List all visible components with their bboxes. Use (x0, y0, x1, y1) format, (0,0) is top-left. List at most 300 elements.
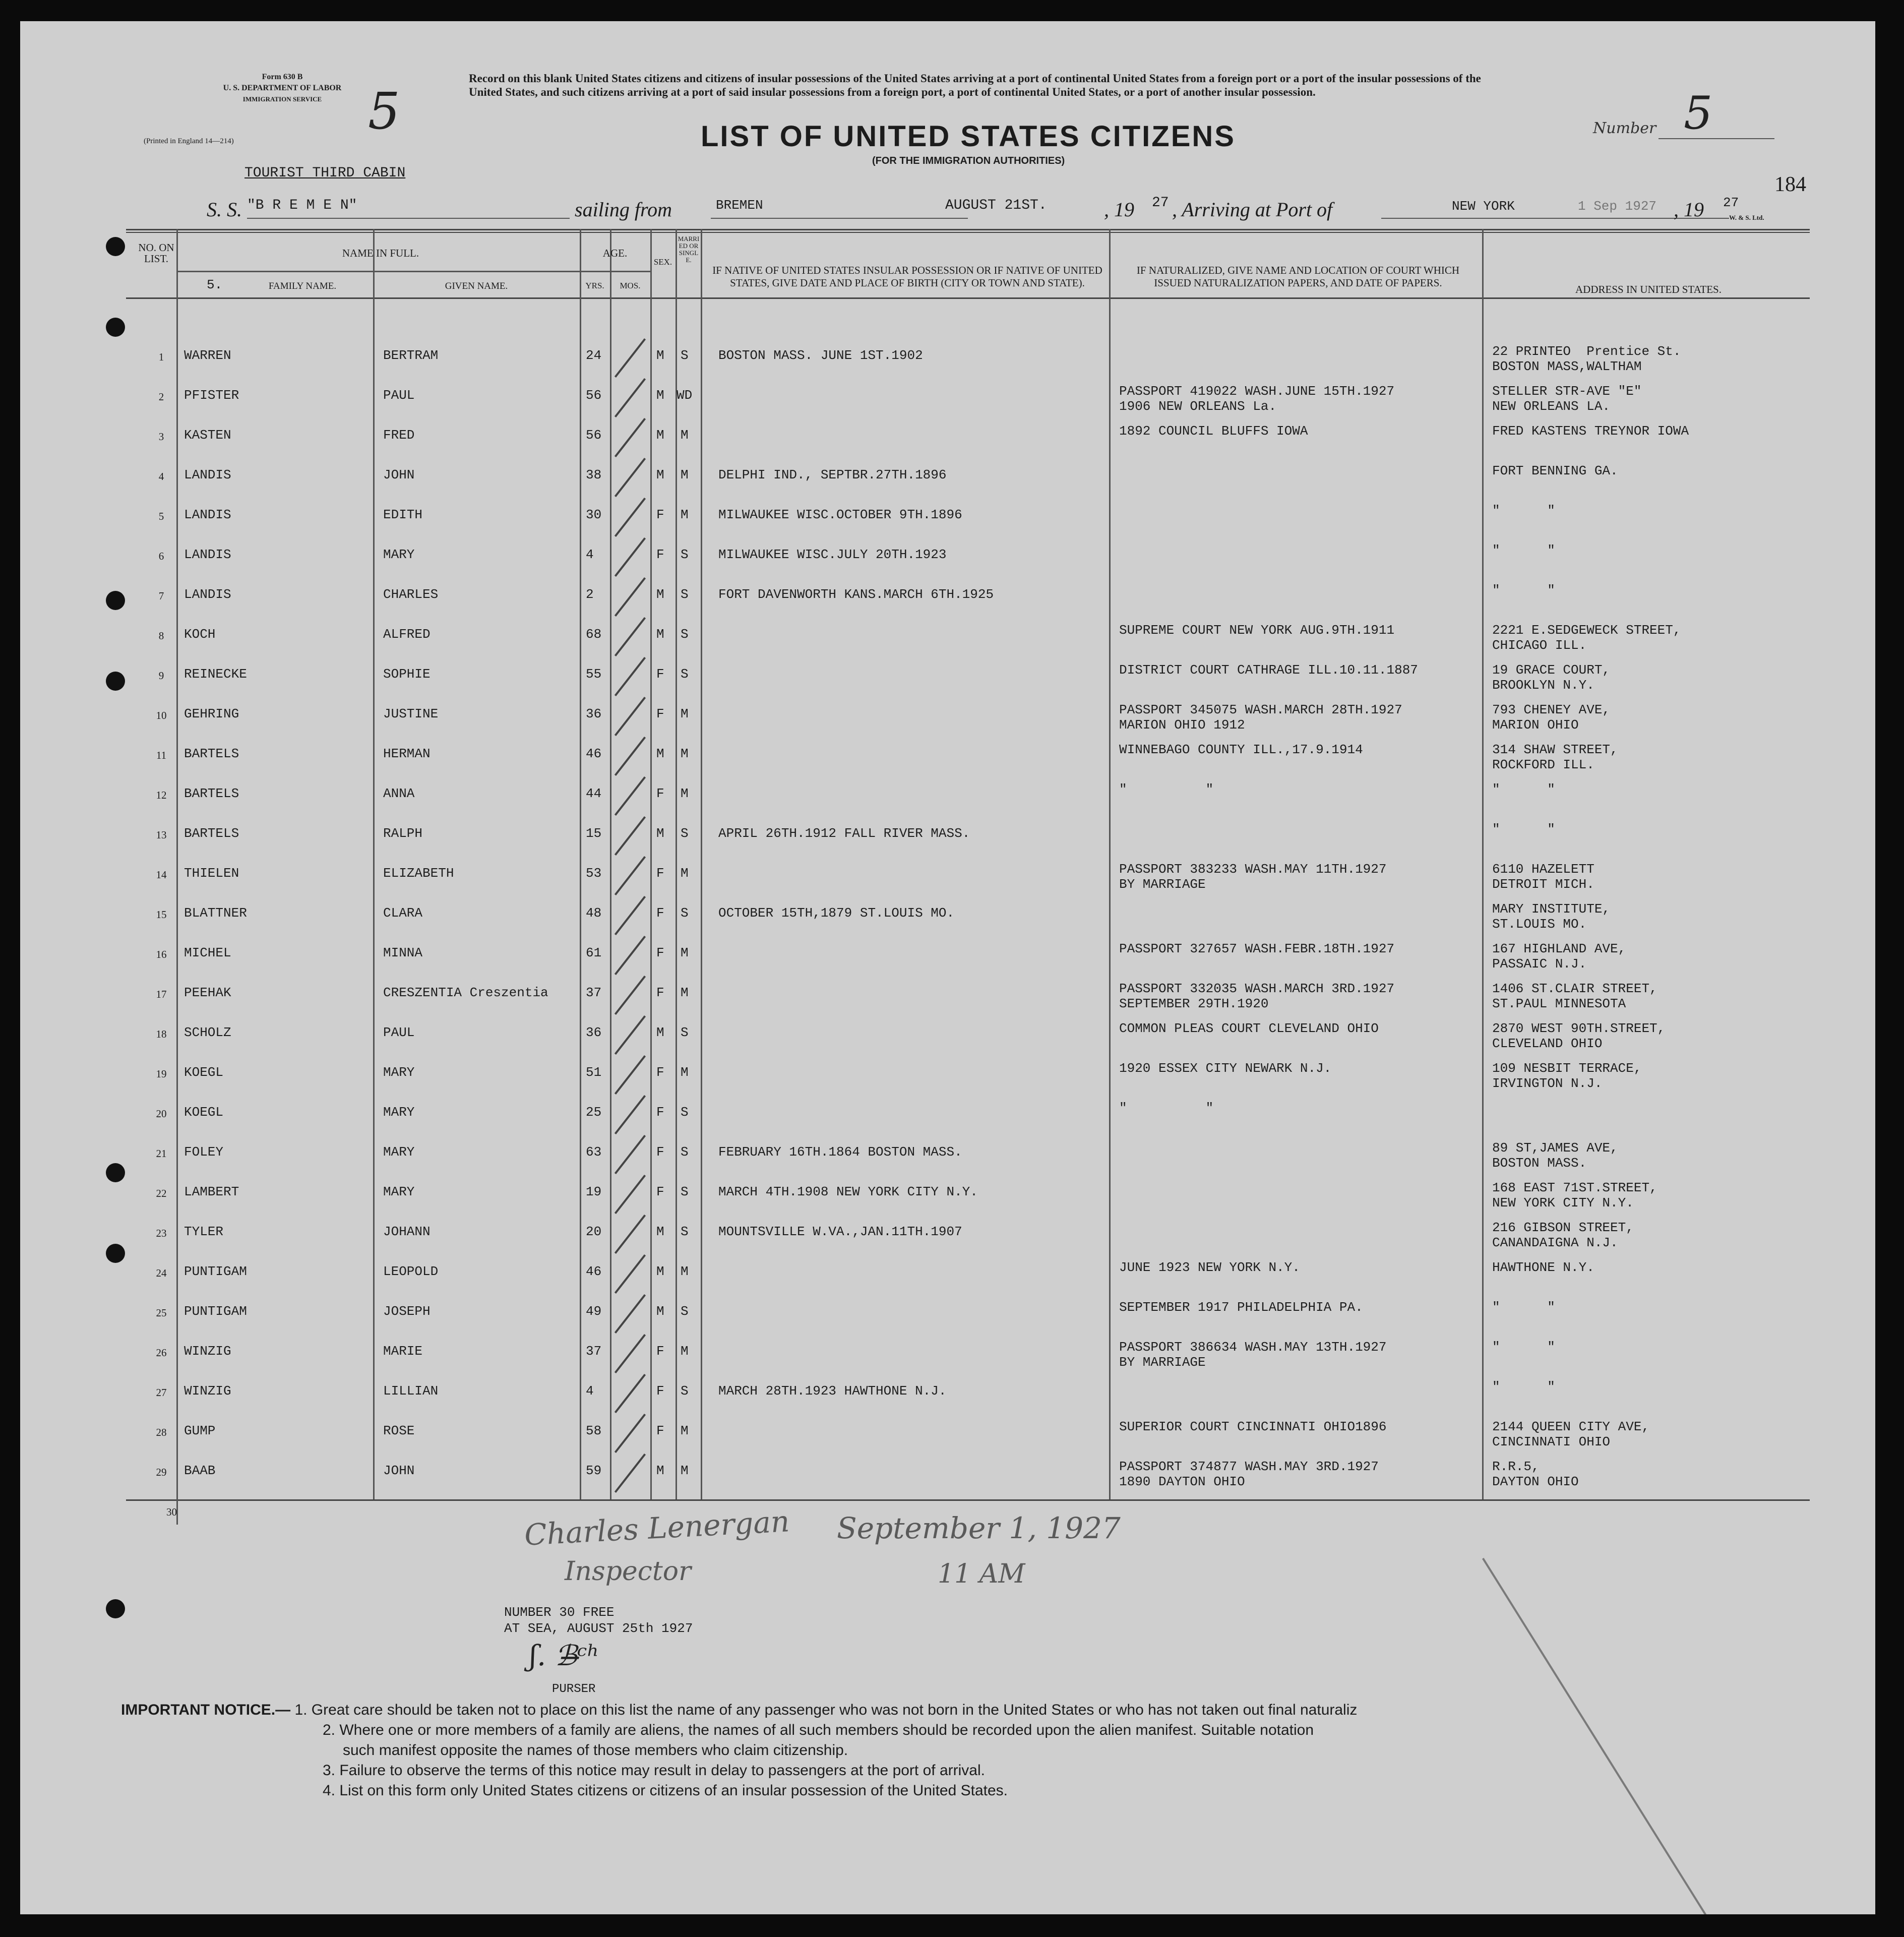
table-row (20, 1175, 1875, 1215)
naturalization-info: SUPREME COURT NEW YORK AUG.9TH.1911 (1119, 623, 1395, 638)
naturalization-info: PASSPORT 419022 WASH.JUNE 15TH.1927 1906 NEW ORLEANS La. (1119, 384, 1395, 414)
table-row (20, 1454, 1875, 1493)
manifest-page (20, 21, 1875, 1914)
col-header-sex: SEX. (653, 257, 672, 267)
class-label: TOURIST THIRD CABIN (244, 165, 406, 181)
marital-status: S (681, 547, 689, 562)
age: 51 (586, 1065, 602, 1080)
row-number: 15 (156, 909, 167, 921)
age: 63 (586, 1144, 602, 1160)
check-mark (615, 936, 646, 975)
age: 25 (586, 1105, 602, 1120)
row-number: 4 (158, 470, 164, 482)
address: 167 HIGHLAND AVE, PASSAIC N.J. (1492, 941, 1626, 972)
col-header-mos: MOS. (620, 281, 641, 290)
marital-status: S (681, 627, 689, 642)
col-header-marital: MARRIED OR SINGLE. (678, 235, 700, 264)
handwritten-page-number: 5 (368, 82, 400, 141)
marital-status: S (681, 1383, 689, 1399)
printer-mark: W. & S. Ltd. (1729, 214, 1764, 221)
family-name: THIELEN (184, 866, 239, 881)
family-name: BLATTNER (184, 905, 247, 921)
row-number: 14 (156, 869, 167, 881)
given-name: ANNA (383, 786, 415, 801)
marital-status: M (681, 1065, 689, 1080)
row-number: 12 (156, 789, 167, 801)
sex: F (656, 945, 664, 960)
sex: F (656, 1184, 664, 1199)
family-name: FOLEY (184, 1144, 224, 1160)
check-mark (615, 1175, 646, 1214)
check-mark (615, 1334, 646, 1373)
age: 19 (586, 1184, 602, 1199)
family-name: KASTEN (184, 428, 231, 443)
sex: M (656, 1463, 664, 1478)
marital-status: S (681, 1184, 689, 1199)
inspection-time: 11 AM (938, 1559, 1025, 1589)
naturalization-info: PASSPORT 327657 WASH.FEBR.18TH.1927 (1119, 941, 1395, 956)
stamp-number: 184 (1774, 173, 1806, 196)
family-name: PEEHAK (184, 985, 231, 1000)
number-value: 5 (1684, 87, 1713, 140)
marital-status: S (681, 1105, 689, 1120)
marital-status: M (681, 1423, 689, 1438)
table-top-border (126, 229, 1810, 230)
marital-status: WD (677, 388, 693, 403)
table-row (20, 1056, 1875, 1095)
address: 2870 WEST 90TH.STREET, CLEVELAND OHIO (1492, 1021, 1666, 1051)
table-row (20, 1135, 1875, 1175)
check-mark (615, 1454, 646, 1493)
marital-status: M (681, 706, 689, 721)
number-label: Number (1593, 119, 1656, 137)
marital-status: S (681, 587, 689, 602)
list-number: 5. (207, 277, 223, 292)
table-header-border (126, 297, 1810, 299)
marital-status: M (681, 1344, 689, 1359)
table-row (20, 1255, 1875, 1294)
table-row (20, 418, 1875, 458)
sex: F (656, 1065, 664, 1080)
table-row (20, 458, 1875, 498)
row-number: 16 (156, 948, 167, 960)
sex: M (656, 348, 664, 363)
page-subtitle: (FOR THE IMMIGRATION AUTHORITIES) (872, 155, 1065, 166)
given-name: EDITH (383, 507, 423, 522)
family-name: TYLER (184, 1224, 224, 1239)
check-mark (615, 1055, 646, 1095)
family-name: LANDIS (184, 507, 231, 522)
check-mark (615, 896, 646, 935)
col-header-address: ADDRESS IN UNITED STATES. (1575, 283, 1722, 295)
table-row (20, 538, 1875, 577)
table-row (20, 1374, 1875, 1414)
check-mark (615, 856, 646, 895)
age: 53 (586, 866, 602, 881)
age: 4 (586, 1383, 594, 1399)
table-row (20, 1016, 1875, 1055)
given-name: MINNA (383, 945, 423, 960)
marital-status: M (681, 985, 689, 1000)
marital-status: S (681, 348, 689, 363)
arrival-port: NEW YORK (1452, 199, 1515, 214)
check-mark (615, 1215, 646, 1254)
naturalization-info: " " (1119, 782, 1214, 797)
birth-info: MARCH 4TH.1908 NEW YORK CITY N.Y. (718, 1184, 978, 1199)
given-name: CLARA (383, 905, 423, 921)
given-name: CHARLES (383, 587, 439, 602)
age: 20 (586, 1224, 602, 1239)
table-end-line (126, 1499, 1810, 1501)
marital-status: M (681, 507, 689, 522)
age: 49 (586, 1304, 602, 1319)
table-row (20, 1414, 1875, 1454)
address: " " (1492, 822, 1555, 837)
address: " " (1492, 1300, 1555, 1315)
table-row (20, 976, 1875, 1015)
address: " " (1492, 1379, 1555, 1395)
marital-status: M (681, 786, 689, 801)
departure-port: BREMEN (716, 198, 763, 213)
sailing-from-label: sailing from (575, 198, 672, 221)
naturalization-info: PASSPORT 345075 WASH.MARCH 28TH.1927 MARION OHIO 1912 (1119, 702, 1402, 733)
table-row (20, 578, 1875, 617)
sex: M (656, 826, 664, 841)
table-row (20, 697, 1875, 737)
row-number: 23 (156, 1227, 167, 1239)
row-number: 22 (156, 1187, 167, 1199)
birth-info: MARCH 28TH.1923 HAWTHONE N.J. (718, 1383, 947, 1399)
marital-status: M (681, 945, 689, 960)
address: 89 ST,JAMES AVE, BOSTON MASS. (1492, 1140, 1618, 1171)
marital-status: M (681, 1463, 689, 1478)
naturalization-info: PASSPORT 386634 WASH.MAY 13TH.1927 BY MARRIAGE (1119, 1340, 1387, 1370)
inspection-date: September 1, 1927 (837, 1511, 1121, 1545)
marital-status: S (681, 826, 689, 841)
age: 44 (586, 786, 602, 801)
address: 19 GRACE COURT, BROOKLYN N.Y. (1492, 662, 1611, 693)
sex: F (656, 786, 664, 801)
given-name: JOHN (383, 1463, 415, 1478)
table-row (20, 1215, 1875, 1254)
given-name: MARIE (383, 1344, 423, 1359)
age: 46 (586, 746, 602, 761)
col-header-yrs: YRS. (585, 281, 604, 290)
age: 4 (586, 547, 594, 562)
naturalization-info: 1892 COUNCIL BLUFFS IOWA (1119, 423, 1308, 439)
row-number: 24 (156, 1267, 167, 1279)
naturalization-info: COMMON PLEAS COURT CLEVELAND OHIO (1119, 1021, 1379, 1036)
family-name: BAAB (184, 1463, 216, 1478)
year-suffix: 27 (1152, 195, 1169, 211)
age: 36 (586, 706, 602, 721)
check-mark (615, 1414, 646, 1453)
birth-info: FORT DAVENWORTH KANS.MARCH 6TH.1925 (718, 587, 994, 602)
family-name: PUNTIGAM (184, 1264, 247, 1279)
row-number: 10 (156, 709, 167, 721)
family-name: MICHEL (184, 945, 231, 960)
table-row (20, 618, 1875, 657)
address: 109 NESBIT TERRACE, IRVINGTON N.J. (1492, 1061, 1642, 1091)
marital-status: S (681, 1144, 689, 1160)
marital-status: S (681, 905, 689, 921)
punch-hole (106, 237, 125, 256)
given-name: MARY (383, 1144, 415, 1160)
given-name: MARY (383, 1184, 415, 1199)
family-name: WINZIG (184, 1344, 231, 1359)
age: 56 (586, 388, 602, 403)
sex: F (656, 1105, 664, 1120)
year-prefix: , 19 (1104, 198, 1134, 221)
birth-info: OCTOBER 15TH,1879 ST.LOUIS MO. (718, 905, 955, 921)
age: 55 (586, 667, 602, 682)
family-name: PUNTIGAM (184, 1304, 247, 1319)
address: " " (1492, 583, 1555, 598)
purser-statement: NUMBER 30 FREE AT SEA, AUGUST 25th 1927 (504, 1605, 693, 1636)
family-name: BARTELS (184, 826, 239, 841)
family-name: GUMP (184, 1423, 216, 1438)
table-row (20, 339, 1875, 378)
sex: F (656, 1344, 664, 1359)
birth-info: DELPHI IND., SEPTBR.27TH.1896 (718, 467, 947, 482)
given-name: RALPH (383, 826, 423, 841)
address: " " (1492, 782, 1555, 797)
family-name: LAMBERT (184, 1184, 239, 1199)
sex: M (656, 467, 664, 482)
sex: M (656, 587, 664, 602)
check-mark (615, 1254, 646, 1294)
marital-status: S (681, 1025, 689, 1040)
important-notice: IMPORTANT NOTICE.— 1. Great care should be taken not to place on this list the name of any passenger who was not born in the United States or who has not taken out final naturaliz 2. Where one or more members of a family are aliens, the names of all such members should be recorded upon the alien manifest. Suitable notation such manifest opposite the names of those members who claim citizenship. 3. Failure to observe the terms of this notice may result in delay to passengers at the port of arrival. 4. List on this form only United States citizens or citizens of an insular possession of the United States. (121, 1702, 1358, 1799)
marital-status: M (681, 428, 689, 443)
check-mark (615, 737, 646, 776)
age: 38 (586, 467, 602, 482)
sex: F (656, 667, 664, 682)
address: 1406 ST.CLAIR STREET, ST.PAUL MINNESOTA (1492, 981, 1657, 1011)
row-number: 3 (158, 431, 164, 443)
address: " " (1492, 1340, 1555, 1355)
row-number: 17 (156, 988, 167, 1000)
address: 2221 E.SEDGEWECK STREET, CHICAGO ILL. (1492, 623, 1681, 653)
age: 56 (586, 428, 602, 443)
arrival-year-suffix: 27 (1723, 195, 1739, 210)
table-row (20, 737, 1875, 776)
table-row (20, 817, 1875, 856)
arrival-stamp: 1 Sep 1927 (1578, 199, 1657, 214)
port-underline (711, 218, 968, 219)
birth-info: FEBRUARY 16TH.1864 BOSTON MASS. (718, 1144, 962, 1160)
sex: F (656, 706, 664, 721)
row-number: 25 (156, 1307, 167, 1319)
naturalization-info: PASSPORT 332035 WASH.MARCH 3RD.1927 SEPTEMBER 29TH.1920 (1119, 981, 1395, 1011)
row-number: 8 (158, 630, 164, 642)
check-mark (615, 697, 646, 736)
col-header-birth: IF NATIVE OF UNITED STATES INSULAR POSSESSION OR IF NATIVE OF UNITED STATES, GIVE DATE AND PLACE OF BIRTH (CITY OR TOWN AND STATE). (712, 264, 1102, 289)
birth-info: BOSTON MASS. JUNE 1ST.1902 (718, 348, 923, 363)
given-name: ROSE (383, 1423, 415, 1438)
family-name: KOEGL (184, 1065, 224, 1080)
row-number: 6 (158, 550, 164, 562)
given-name: SOPHIE (383, 667, 431, 682)
check-mark (615, 418, 646, 457)
col-header-family: FAMILY NAME. (268, 281, 337, 291)
age: 48 (586, 905, 602, 921)
sex: F (656, 985, 664, 1000)
naturalization-info: DISTRICT COURT CATHRAGE ILL.10.11.1887 (1119, 662, 1418, 678)
check-mark (615, 976, 646, 1015)
col-header-name: NAME IN FULL. (342, 247, 419, 259)
naturalization-info: " " (1119, 1101, 1214, 1116)
given-name: JOSEPH (383, 1304, 431, 1319)
address: FORT BENNING GA. (1492, 463, 1618, 478)
family-name: SCHOLZ (184, 1025, 231, 1040)
intro-text: Record on this blank United States citizens and citizens of insular possessions of the United States arriving at a port of continental United States from a foreign port or a port of the insular possessions of the United States, and such citizens arriving at a port of said insular possessions from a foreign port, a port of continental United States, or a port of another insular possession. (469, 72, 1481, 98)
sex: F (656, 1144, 664, 1160)
page-title: LIST OF UNITED STATES CITIZENS (701, 120, 1236, 153)
row-number: 26 (156, 1347, 167, 1359)
row-number: 18 (156, 1028, 167, 1040)
arriving-label: , Arriving at Port of (1172, 198, 1333, 221)
sex: F (656, 905, 664, 921)
row-number: 19 (156, 1068, 167, 1080)
check-mark (615, 776, 646, 816)
family-name: WARREN (184, 348, 231, 363)
family-name: WINZIG (184, 1383, 231, 1399)
given-name: JUSTINE (383, 706, 439, 721)
family-name: BARTELS (184, 786, 239, 801)
number-underline (1659, 138, 1774, 139)
age: 68 (586, 627, 602, 642)
sex: M (656, 428, 664, 443)
table-row (20, 857, 1875, 896)
address: R.R.5, DAYTON OHIO (1492, 1459, 1579, 1489)
arrival-year-prefix: , 19 (1674, 198, 1704, 221)
address: 6110 HAZELETT DETROIT MICH. (1492, 862, 1594, 892)
marital-status: S (681, 1224, 689, 1239)
table-row (20, 379, 1875, 418)
table-row (20, 936, 1875, 976)
check-mark (615, 338, 646, 378)
table-row (20, 777, 1875, 816)
family-name: GEHRING (184, 706, 239, 721)
given-name: PAUL (383, 388, 415, 403)
row-number: 13 (156, 829, 167, 841)
given-name: JOHANN (383, 1224, 431, 1239)
check-mark (615, 1095, 646, 1134)
sex: M (656, 388, 664, 403)
sex: F (656, 547, 664, 562)
check-mark (615, 378, 646, 417)
age: 30 (586, 507, 602, 522)
inspector-title: Inspector (565, 1556, 691, 1587)
address: 168 EAST 71ST.STREET, NEW YORK CITY N.Y. (1492, 1180, 1657, 1210)
given-name: LEOPOLD (383, 1264, 439, 1279)
col-header-given: GIVEN NAME. (445, 281, 508, 291)
address: 2144 QUEEN CITY AVE, CINCINNATI OHIO (1492, 1419, 1650, 1449)
age: 15 (586, 826, 602, 841)
row-number: 7 (158, 590, 164, 602)
sex: M (656, 1264, 664, 1279)
ship-name: "B R E M E N" (247, 198, 357, 213)
check-mark (615, 1015, 646, 1055)
address: HAWTHONE N.Y. (1492, 1260, 1594, 1275)
sex: M (656, 627, 664, 642)
marital-status: M (681, 1264, 689, 1279)
address: " " (1492, 503, 1555, 518)
printed-note: (Printed in England 14—214) (144, 137, 234, 145)
birth-info: APRIL 26TH.1912 FALL RIVER MASS. (718, 826, 970, 841)
check-mark (615, 1294, 646, 1334)
age: 59 (586, 1463, 602, 1478)
naturalization-info: SUPERIOR COURT CINCINNATI OHIO1896 (1119, 1419, 1387, 1434)
address: 793 CHENEY AVE, MARION OHIO (1492, 702, 1611, 733)
family-name: REINECKE (184, 667, 247, 682)
purser-label: PURSER (552, 1682, 596, 1696)
marital-status: M (681, 746, 689, 761)
address: FRED KASTENS TREYNOR IOWA (1492, 423, 1689, 439)
address: 22 PRINTEO Prentice St. BOSTON MASS,WALTHAM (1492, 344, 1681, 374)
check-mark (615, 577, 646, 617)
given-name: BERTRAM (383, 348, 439, 363)
row-number: 21 (156, 1147, 167, 1160)
naturalization-info: 1920 ESSEX CITY NEWARK N.J. (1119, 1061, 1332, 1076)
check-mark (615, 458, 646, 497)
age: 24 (586, 348, 602, 363)
table-row (20, 498, 1875, 537)
given-name: ELIZABETH (383, 866, 454, 881)
marital-status: S (681, 1304, 689, 1319)
age: 37 (586, 985, 602, 1000)
address: STELLER STR-AVE "E" NEW ORLEANS LA. (1492, 384, 1642, 414)
row-number: 11 (156, 749, 167, 761)
col-header-no: NO. ON LIST. (138, 241, 174, 265)
given-name: PAUL (383, 1025, 415, 1040)
row-number: 2 (158, 391, 164, 403)
naturalization-info: PASSPORT 374877 WASH.MAY 3RD.1927 1890 DAYTON OHIO (1119, 1459, 1379, 1489)
age: 36 (586, 1025, 602, 1040)
birth-info: MILWAUKEE WISC.JULY 20TH.1923 (718, 547, 947, 562)
family-name: LANDIS (184, 587, 231, 602)
family-name: LANDIS (184, 547, 231, 562)
row-number: 20 (156, 1108, 167, 1120)
check-mark (615, 1374, 646, 1413)
family-name: KOCH (184, 627, 216, 642)
age: 2 (586, 587, 594, 602)
sex: F (656, 866, 664, 881)
row-number: 5 (158, 510, 164, 522)
check-mark (615, 537, 646, 577)
table-row (20, 1096, 1875, 1135)
given-name: CRESZENTIA Creszentia (383, 985, 548, 1000)
address: 216 GIBSON STREET, CANANDAIGNA N.J. (1492, 1220, 1634, 1250)
punch-hole (106, 1599, 125, 1618)
family-name: LANDIS (184, 467, 231, 482)
col-header-naturalization: IF NATURALIZED, GIVE NAME AND LOCATION OF COURT WHICH ISSUED NATURALIZATION PAPERS, AND DATE OF PAPERS. (1136, 264, 1460, 289)
table-row (20, 657, 1875, 697)
given-name: FRED (383, 428, 415, 443)
check-mark (615, 498, 646, 537)
naturalization-info: PASSPORT 383233 WASH.MAY 11TH.1927 BY MARRIAGE (1119, 862, 1387, 892)
sex: F (656, 1383, 664, 1399)
address: " " (1492, 543, 1555, 558)
given-name: LILLIAN (383, 1383, 439, 1399)
given-name: MARY (383, 1065, 415, 1080)
sex: M (656, 1025, 664, 1040)
age: 46 (586, 1264, 602, 1279)
naturalization-info: SEPTEMBER 1917 PHILADELPHIA PA. (1119, 1300, 1363, 1315)
form-info: Form 630 B U. S. DEPARTMENT OF LABOR IMMIGRATION SERVICE (223, 73, 342, 103)
row-number: 9 (158, 670, 164, 682)
